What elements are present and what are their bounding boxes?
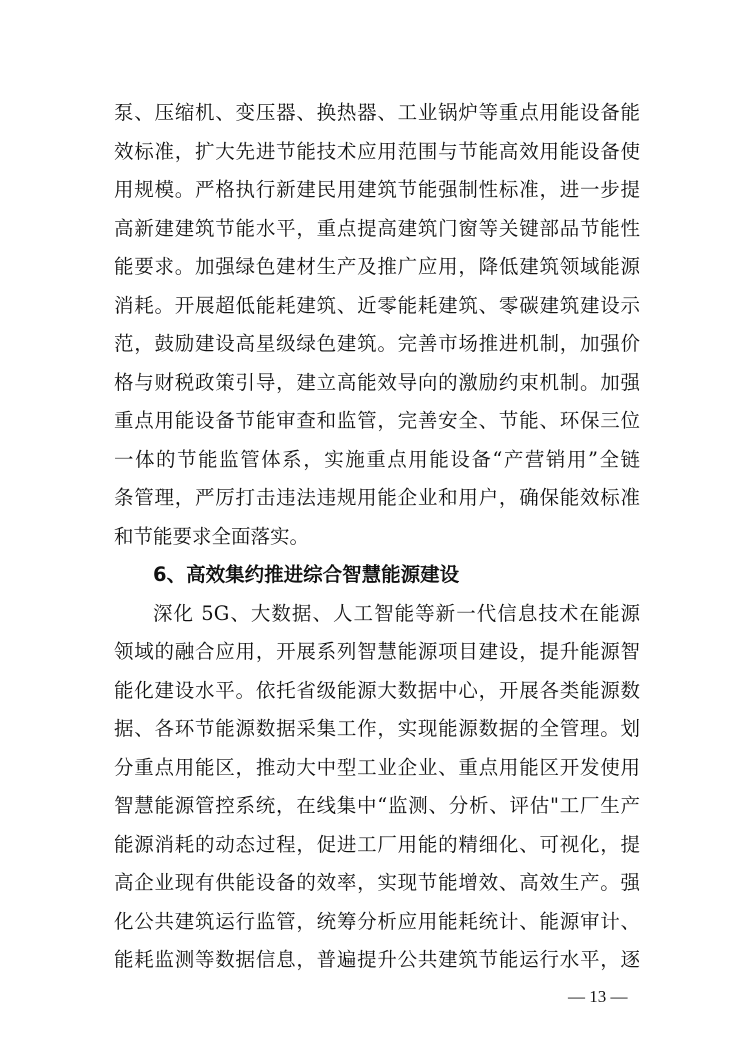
body-text-line: 化公共建筑运行监管，统筹分析应用能耗统计、能源审计、	[114, 910, 640, 933]
body-text-line: 一体的节能监管体系，实施重点用能设备“产营销用”全链	[114, 448, 640, 471]
body-text-line: 能化建设水平。依托省级能源大数据中心，开展各类能源数	[114, 679, 640, 702]
body-text-line: 和节能要求全面落实。	[114, 525, 310, 548]
body-text-line: 格与财税政策引导，建立高能效导向的激励约束机制。加强	[114, 371, 640, 394]
body-text-line: 泵、压缩机、变压器、换热器、工业锅炉等重点用能设备能	[114, 101, 640, 124]
body-text-line: 用规模。严格执行新建民用建筑节能强制性标准，进一步提	[114, 178, 640, 201]
body-text-line: 条管理，严厉打击违法违规用能企业和用户，确保能效标准	[114, 486, 640, 509]
body-text-line: 消耗。开展超低能耗建筑、近零能耗建筑、零碳建筑建设示	[114, 294, 640, 317]
body-text-line: 范，鼓励建设高星级绿色建筑。完善市场推进机制，加强价	[114, 332, 640, 355]
section-heading: 6、高效集约推进综合智慧能源建设	[153, 563, 460, 586]
body-text-line: 高新建建筑节能水平，重点提高建筑门窗等关键部品节能性	[114, 217, 640, 240]
body-text-line: 据、各环节能源数据采集工作，实现能源数据的全管理。划	[114, 717, 640, 740]
page-number: — 13 —	[568, 987, 628, 1006]
body-text-line: 效标准，扩大先进节能技术应用范围与节能高效用能设备使	[114, 140, 640, 163]
body-text-line: 深化 5G、大数据、人工智能等新一代信息技术在能源	[153, 602, 640, 625]
body-text-line: 能源消耗的动态过程，促进工厂用能的精细化、可视化，提	[114, 833, 640, 856]
body-text-line: 能耗监测等数据信息，普遍提升公共建筑节能运行水平，逐	[114, 948, 640, 971]
body-text-line: 分重点用能区，推动大中型工业企业、重点用能区开发使用	[114, 756, 640, 779]
body-text-line: 领域的融合应用，开展系列智慧能源项目建设，提升能源智	[114, 640, 640, 663]
body-text-line: 重点用能设备节能审查和监管，完善安全、节能、环保三位	[114, 409, 640, 432]
body-text-line: 能要求。加强绿色建材生产及推广应用，降低建筑领域能源	[114, 255, 640, 278]
body-text-line: 高企业现有供能设备的效率，实现节能增效、高效生产。强	[114, 871, 640, 894]
body-text-line: 智慧能源管控系统，在线集中“监测、分析、评估"工厂生产	[114, 794, 640, 817]
